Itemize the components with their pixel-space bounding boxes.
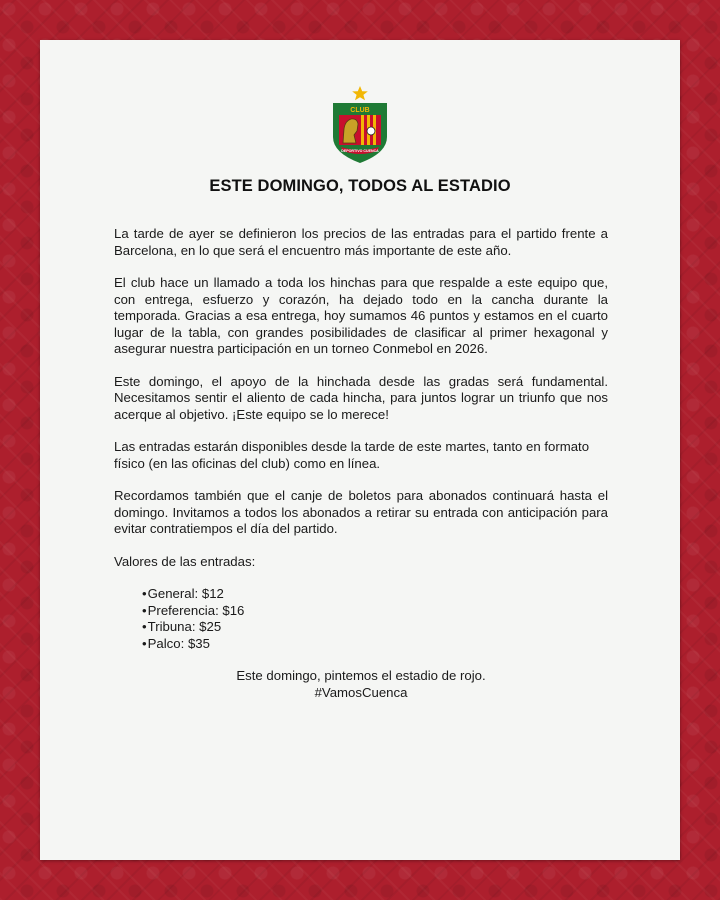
statement-body	[114, 226, 608, 701]
paragraph: Las entradas estarán disponibles desde la tarde de este martes, tanto en formato físico (en las oficinas del club) como en línea.	[114, 439, 590, 471]
closing-line: Este domingo, pintemos el estadio de rojo.	[236, 668, 486, 683]
paragraph: Recordamos también que el canje de boletos para abonados continuará hasta el domingo. Invitamos a todos los abonados a retirar su entrada con anticipación para evitar contratiempos el día del partido.	[114, 488, 608, 536]
statement-sheet	[40, 40, 680, 860]
hashtag: #VamosCuenca	[314, 684, 408, 700]
star-icon	[352, 86, 368, 100]
list-item: • Tribuna: $25	[142, 619, 608, 636]
prices-heading: Valores de las entradas:	[114, 553, 256, 569]
paragraph: El club hace un llamado a toda los hinchas para que respalde a este equipo que, con entrega, esfuerzo y corazón, ha dejado todo en la cancha durante la temporada. Gracias a esa entrega, hoy sumamos 46 puntos y estamos en el cuarto lugar de la tabla, con grandes posibilidades de clasificar al primer hexagonal y asegurar nuestra participación en un torneo Conmebol en 2026.	[114, 275, 608, 356]
paragraph: Este domingo, el apoyo de la hinchada desde las gradas será fundamental. Necesitamos sentir el aliento de cada hincha, para juntos lograr un triunfo que nos acerque al objetivo. ¡Este equipo se lo merece!	[114, 373, 608, 422]
crest-bottom-text: DEPORTIVO CUENCA	[341, 149, 379, 153]
closing	[114, 668, 608, 701]
price-list	[114, 586, 608, 652]
page-title: ESTE DOMINGO, TODOS AL ESTADIO	[209, 177, 511, 195]
list-item: • Palco: $35	[142, 636, 608, 653]
crest-top-text: CLUB	[350, 107, 370, 114]
ball-icon	[367, 127, 375, 135]
list-item: • Preferencia: $16	[142, 603, 608, 620]
list-item: • General: $12	[142, 586, 608, 603]
club-crest	[331, 85, 389, 165]
paragraph: La tarde de ayer se definieron los precios de las entradas para el partido frente a Barcelona, en lo que será el encuentro más importante de este año.	[114, 226, 608, 258]
